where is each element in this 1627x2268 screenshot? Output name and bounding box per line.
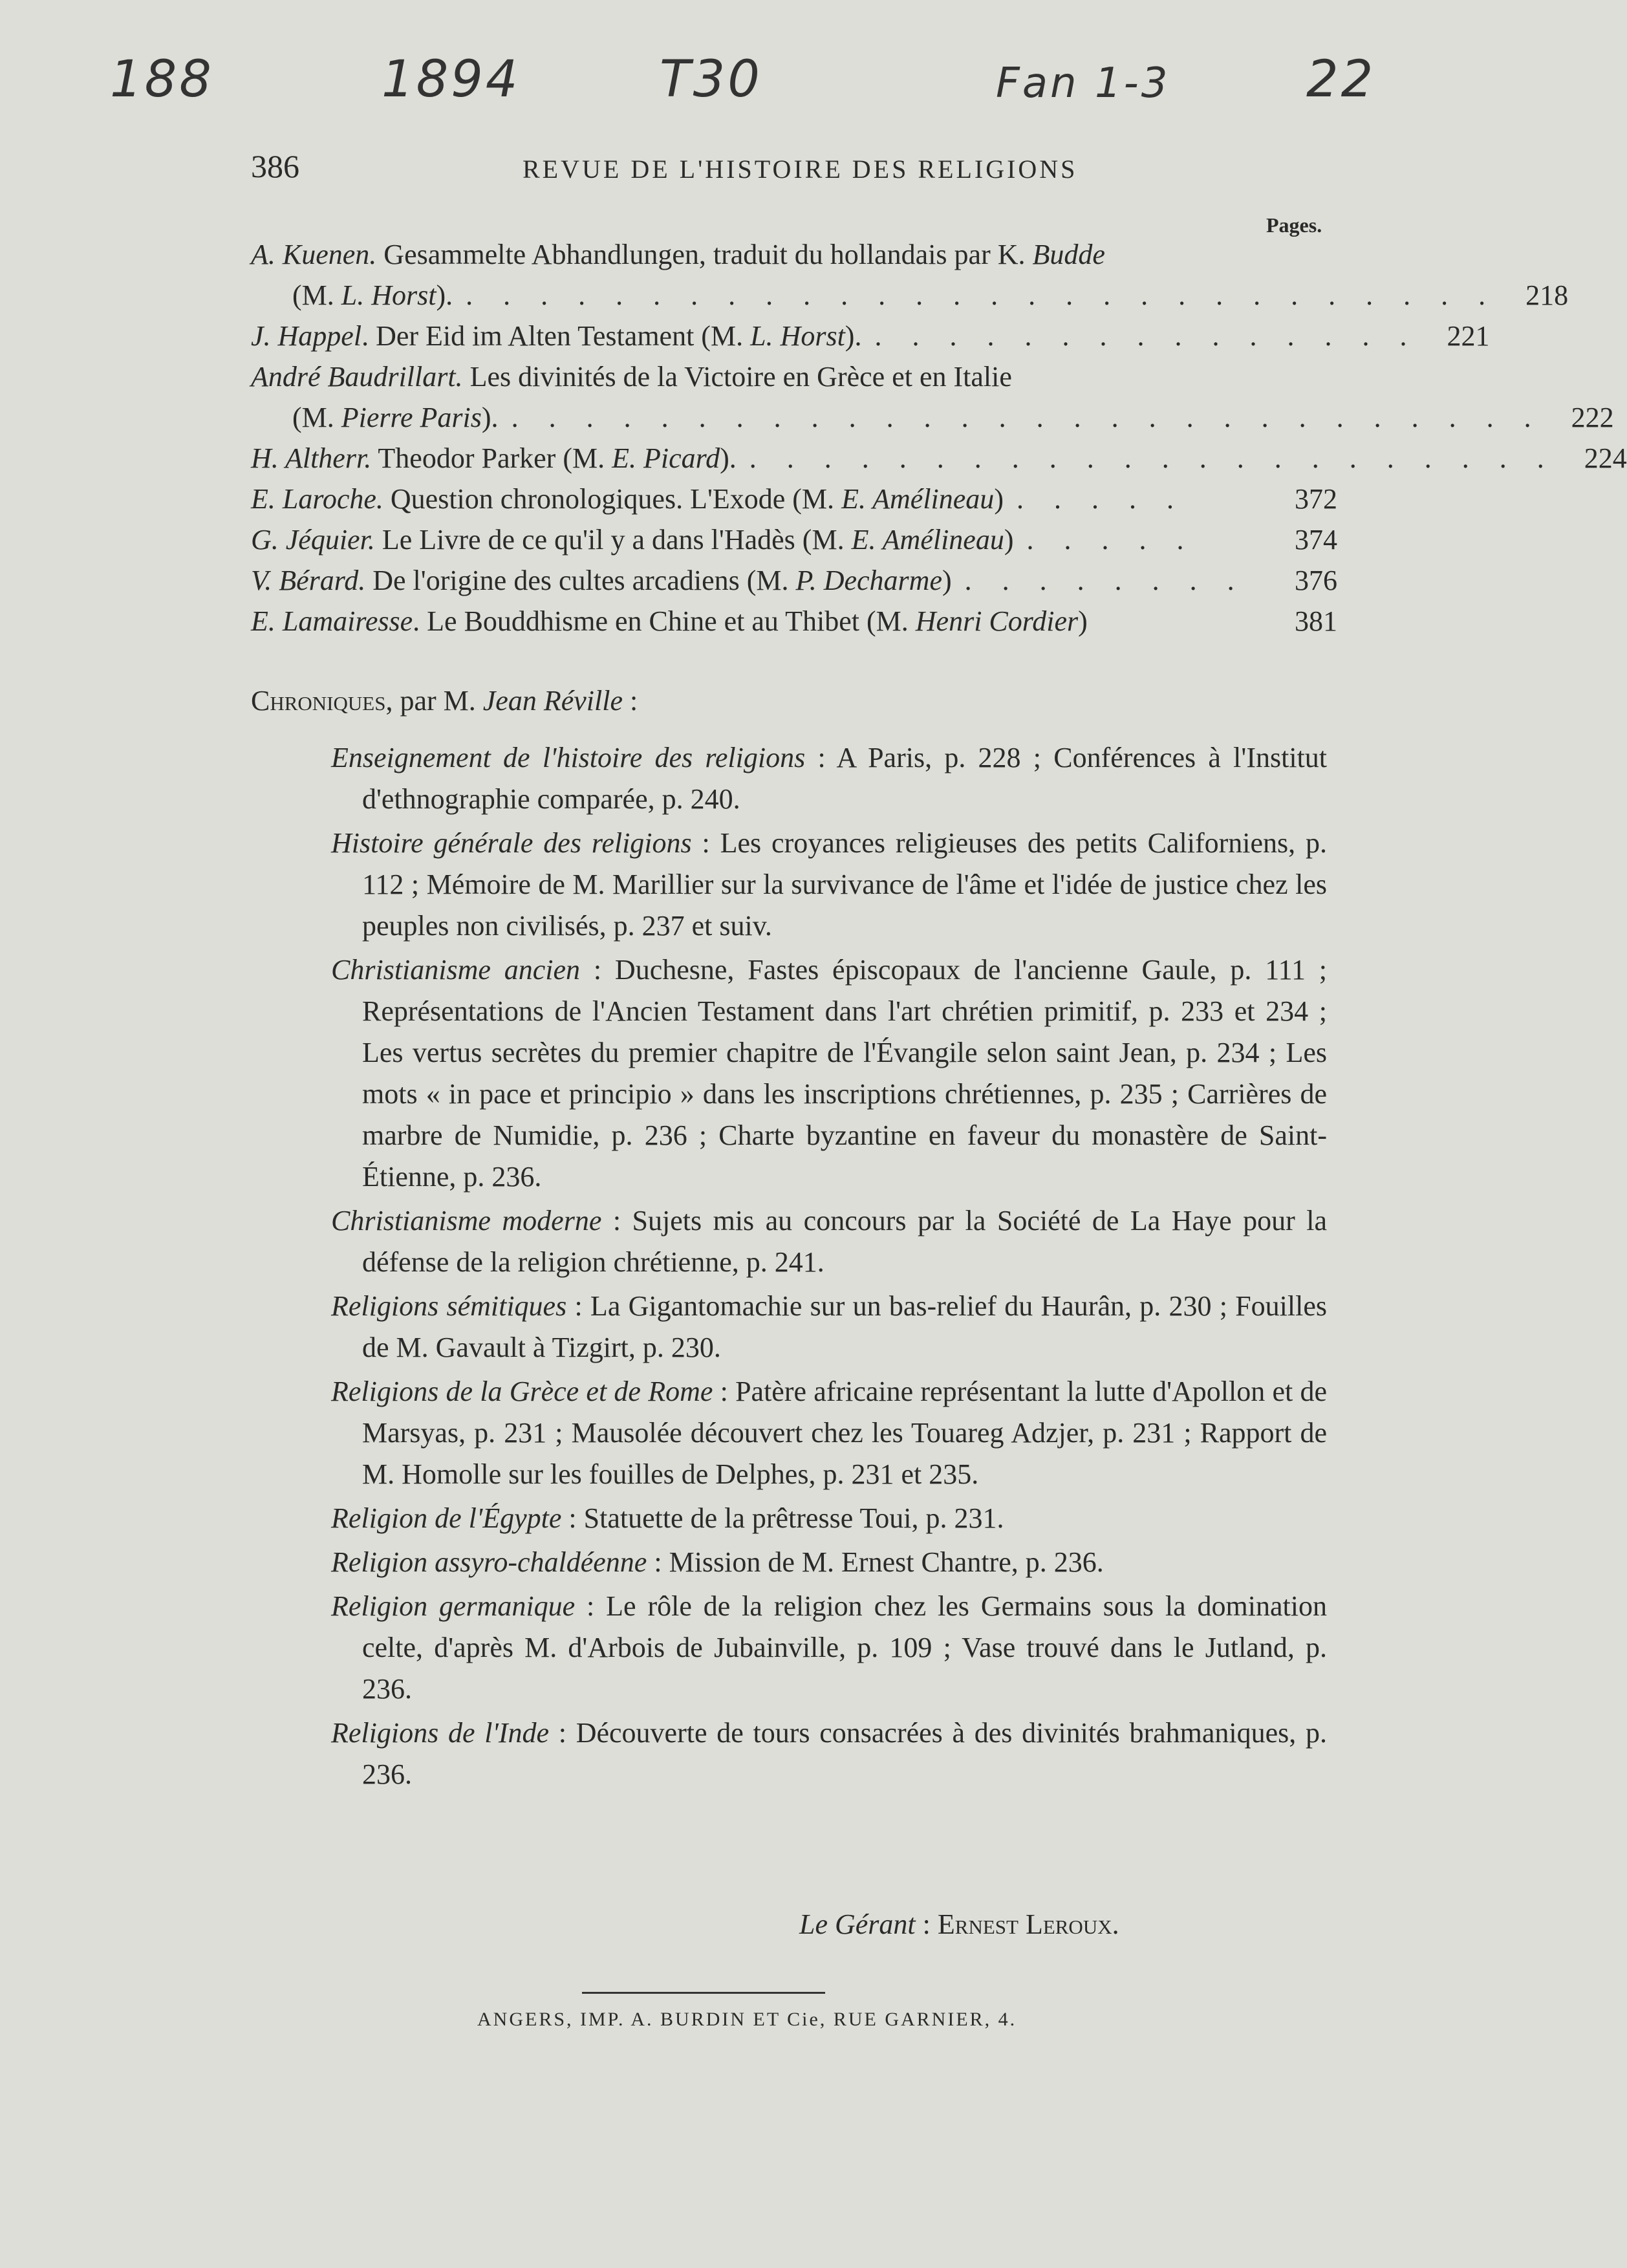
toc-page: 222	[1571, 402, 1614, 433]
toc-entry: André Baudrillart. Les divinités de la Victoire en Grèce et en Italie (M. Pierre Paris). . . . . . . . . . . . . . . . . . . . . . . . . . . . . 222	[251, 356, 1337, 438]
toc-author: André Baudrillart.	[251, 361, 463, 393]
chronique-item: Christianisme moderne : Sujets mis au concours par la Société de La Haye pour la défense de la religion chrétienne, p. 241.	[331, 1205, 1327, 1278]
printer-imprint: ANGERS, IMP. A. BURDIN ET Cie, RUE GARNIER, 4.	[477, 2009, 1017, 2030]
handwritten-note-1: 188	[110, 50, 214, 109]
chronique-item: Enseignement de l'histoire des religions : A Paris, p. 228 ; Conférences à l'Institut d'ethnographie comparée, p. 240.	[331, 742, 1327, 815]
toc-entry: A. Kuenen. Gesammelte Abhandlungen, traduit du hollandais par K. Budde (M. L. Horst). . . . . . . . . . . . . . . . . . . . . . . . . . . . . 218	[251, 234, 1337, 316]
pages-label: Pages.	[1266, 213, 1322, 237]
toc-page: 221	[1447, 320, 1490, 352]
chronique-item: Religions de l'Inde : Découverte de tours consacrées à des divinités brahmaniques, p. 236.	[331, 1717, 1327, 1790]
toc-list	[251, 234, 1627, 642]
chronique-item: Christianisme ancien : Duchesne, Fastes épiscopaux de l'ancienne Gaule, p. 111 ; Représentations de l'Ancien Testament dans l'art chrétien primitif, p. 233 et 234 ; Les vertus secrètes du premier chapitre de l'Évangile selon saint Jean, p. 234 ; Les mots « in pace et principio » dans les inscriptions chrétiennes, p. 235 ; Carrières de marbre de Numidie, p. 236 ; Charte byzantine en faveur du monastère de Saint-Étienne, p. 236.	[331, 954, 1327, 1193]
toc-entry: V. Bérard. De l'origine des cultes arcadiens (M. P. Decharme) . . . . . . . . 376	[251, 560, 1337, 601]
page-number: 386	[251, 148, 299, 184]
handwritten-note-3: T30	[660, 50, 762, 109]
toc-page: 381	[1295, 605, 1337, 637]
toc-entry: J. Happel. Der Eid im Alten Testament (M. L. Horst). . . . . . . . . . . . . . . . 221	[251, 316, 1337, 356]
toc-page: 374	[1295, 524, 1337, 556]
journal-title: REVUE DE L'HISTOIRE DES RELIGIONS	[523, 155, 1078, 184]
toc-page: 224	[1584, 442, 1627, 474]
chronique-item: Religion assyro-chaldéenne : Mission de M. Ernest Chantre, p. 236.	[331, 1546, 1104, 1578]
toc-page: 376	[1295, 565, 1337, 596]
toc-entry: E. Lamairesse. Le Bouddhisme en Chine et au Thibet (M. Henri Cordier) 381	[251, 601, 1337, 642]
toc-page: 218	[1525, 279, 1569, 311]
toc-author: V. Bérard.	[251, 565, 366, 596]
chroniques-heading: Chroniques, par M. Jean Réville :	[251, 685, 638, 717]
toc-author: A. Kuenen.	[251, 239, 377, 270]
toc-author: J. Happel	[251, 320, 362, 352]
chroniques-list	[331, 737, 1327, 1798]
chronique-item: Religions de la Grèce et de Rome : Patère africaine représentant la lutte d'Apollon et de Marsyas, p. 231 ; Mausolée découvert chez les Touareg Adzjer, p. 231 ; Rapport de M. Homolle sur les fouilles de Delphes, p. 231 et 235.	[331, 1376, 1327, 1490]
toc-author: G. Jéquier.	[251, 524, 375, 556]
footer-rule	[582, 1992, 825, 1994]
toc-author: E. Laroche.	[251, 483, 383, 515]
toc-author: E. Lamairesse	[251, 605, 413, 637]
handwritten-note-2: 1894	[382, 50, 521, 109]
toc-entry: G. Jéquier. Le Livre de ce qu'il y a dans l'Hadès (M. E. Amélineau) . . . . . 374	[251, 519, 1337, 560]
signature: Le Gérant : Ernest Leroux.	[799, 1908, 1119, 1940]
handwritten-note-5: 22	[1306, 50, 1376, 109]
chronique-item: Religions sémitiques : La Gigantomachie sur un bas-relief du Haurân, p. 230 ; Fouilles de M. Gavault à Tizgirt, p. 230.	[331, 1290, 1327, 1363]
chronique-item: Religion germanique : Le rôle de la religion chez les Germains sous la domination celte, d'après M. d'Arbois de Jubainville, p. 109 ; Vase trouvé dans le Jutland, p. 236.	[331, 1590, 1327, 1705]
handwritten-note-4: Fan 1-3	[996, 59, 1170, 107]
toc-page: 372	[1295, 483, 1337, 515]
chronique-item: Religion de l'Égypte : Statuette de la prêtresse Toui, p. 231.	[331, 1502, 1004, 1534]
toc-entry: E. Laroche. Question chronologiques. L'Exode (M. E. Amélineau) . . . . . 372	[251, 479, 1337, 519]
chronique-item: Histoire générale des religions : Les croyances religieuses des petits Californiens, p. 112 ; Mémoire de M. Marillier sur la survivance de l'âme et l'idée de justice chez les peuples non civilisés, p. 237 et suiv.	[331, 827, 1328, 942]
toc-author: H. Altherr.	[251, 442, 372, 474]
toc-entry: H. Altherr. Theodor Parker (M. E. Picard). . . . . . . . . . . . . . . . . . . . . . . 224	[251, 438, 1337, 479]
chroniques-author: Jean Réville	[482, 685, 623, 717]
